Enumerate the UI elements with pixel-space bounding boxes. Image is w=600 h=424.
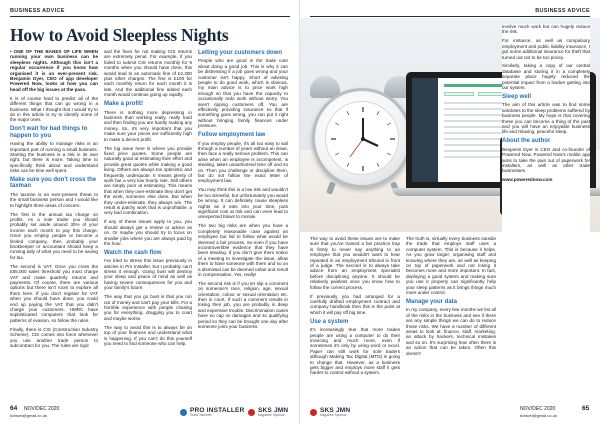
sponsor-tag: Magazine Sponsor — [258, 412, 285, 417]
sponsor-logo-icon — [248, 409, 255, 416]
article-column-2 — [104, 49, 192, 399]
issue-date: NOV/DEC 2020 — [520, 406, 556, 412]
body-paragraph: If any of these issues apply to you, you should always get a review or advice as on. Or maybe you should try to focus on smaller jobs where you are always paid by the hour. — [104, 219, 192, 246]
sponsor-brand — [310, 405, 350, 419]
app-header-bar — [444, 84, 504, 87]
body-paragraph: In my company, every few months we list all of the risks in the business and see if there are any simple things we can do to reduce those risks. We have a number of different areas to look at: finance, staff, marketing, an attack by hackers, technical mistakes and so on. It's surprising how often there is an action that can be taken. Often this doesn't — [406, 307, 496, 356]
article-column-5 — [406, 236, 496, 401]
page-footer — [310, 405, 600, 419]
body-paragraph: People who are good in the trade care about doing a good job. This is why it can be distressing if a job goes wrong and your customer isn't happy. Short of advising people to do good work, which is obvious, my main advice is to price work high enough so that you have the capacity to occasionally redo work without worry. You aren't ripping customers off. You are effectively providing insurance so that if something goes wrong, you can put it right without bringing family finances under pressure. — [198, 58, 288, 129]
section-label: BUSINESS ADVICE — [10, 8, 65, 14]
body-paragraph: For instance, as well as compulsory employment and public liability insurance, I got some additional insurance for theft that turned out not to be too pricey. — [502, 38, 590, 60]
section-rule — [310, 16, 590, 17]
body-paragraph: The way to avoid this is to always be on top of your finances and understand what is happening. If you can't do this yourself you need to find someone who can help. — [104, 324, 192, 346]
footer-email: bobwei@gmail.co.uk — [10, 413, 47, 418]
subheading: Don't wait for bad things to happen to you — [10, 126, 88, 139]
body-paragraph: The taxman is an ever-present threat to the small business person and I would like to highlight three areas of concern. — [10, 191, 98, 208]
body-paragraph: The truth is, virtually every business outside the trade that employs staff uses a computer system. This is because it helps. As you grow larger, organising staff and knowing where they are, as well as keeping on top of paperwork and not losing it becomes more and more important. In fact, deploying a good system and making sure you use it properly can significantly help your sleep patterns as it brings things much more under control. — [406, 236, 496, 296]
sponsor-name: SKS JMN — [320, 406, 351, 414]
page-footer — [10, 405, 300, 419]
brand-logo-icon — [180, 409, 187, 416]
subheading: Use a system — [310, 318, 349, 325]
article-headline: How to Avoid Sleepless Nights — [10, 25, 229, 45]
app-chip — [444, 92, 474, 96]
article-column-3 — [198, 49, 288, 399]
subheading: Letting your customers down — [198, 50, 283, 56]
body-paragraph: The two big risks are when you have a completely reasonable case against an employee but fail to follow what would be deemed a fair process. So even if you have incontrovertible evidence that they have been stealing. If you don't give them notice of a meeting to investigate the issue, allow them to have someone with them and so on a dismissal can be deemed unfair and result in compensation. Yes, really! — [198, 223, 288, 277]
alarm-clock-icon — [312, 88, 412, 188]
footer-brand — [180, 405, 244, 419]
clock-face — [325, 101, 399, 175]
article-column-1 — [10, 49, 98, 399]
body-paragraph: Similarly, taking a copy of our central database and storing it in a completely separate place hugely reduced the potential impact from a hacker getting into our system. — [502, 63, 590, 91]
body-paragraph: You may think this is a low risk and wouldn't be too stressful, but unfortunately you would be wrong. It can definitely cause sleepless nights as it eats into your time, puts significant cost at risk and can even lead to unexpected blows to morale. — [198, 187, 288, 220]
body-paragraph: I've tried to stress this issue previously in articles in Pro Installer, but I probably can't stress it enough. Going bust will destroy your sleep and peace of mind as well as having severe consequences for you and your family's future. — [104, 258, 192, 291]
body-paragraph: • ONE OF THE BANES OF LIFE WHEN running your own business can be sleepless nights. Although this isn't a regular occurrence if you know how organised it is an ever-present risk. Benjamin Dyer, CEO of app developer Powered Now, looks at how you can head off the big issues at the pass. — [10, 49, 98, 92]
subheading: Follow employment law — [198, 132, 266, 139]
body-paragraph: The aim of this article was to find some antidotes to the sleep problems suffered by business people. My hope is that covering these you can become a thing of the past and you will have an enjoyable business life and relaxing, peaceful sleep. — [502, 102, 590, 135]
page-number: 65 — [582, 405, 590, 412]
brand-tag: Glass Tabernet — [190, 412, 212, 417]
subheading: Make a profit! — [104, 101, 144, 108]
section-rule — [10, 16, 290, 17]
body-paragraph: Having the ability to manage risks is an important part of running a small business. Starting the business is a risk in its own right, but there is more. Taking time to specifically think about and understand risks can be time well spent. — [10, 141, 98, 174]
subheading: Make sure you don't cross the taxman — [10, 177, 97, 190]
body-paragraph: There is nothing more depressing in business than working really, really hard and then finding you are hardly making any money. So, it's very important that you make sure your prices are sufficiently high to make a decent profit. — [104, 109, 192, 142]
subheading: About the author — [502, 138, 551, 145]
right-page — [300, 0, 600, 424]
body-paragraph: involve much work but can hugely reduce the risk. — [502, 24, 590, 35]
issue-date: NOV/DEC 2020 — [24, 406, 60, 412]
body-paragraph: The first is the annual tax charge on profits. As a sole trader you should probably set aside around 30% of your income each month to pay this charge. Once you employ people or become a limited company, then probably your bookkeeper or accountant should keep a running tally of what you need to be saving for tax. — [10, 211, 98, 260]
footer-email: bobwei@gmail.co.uk — [520, 413, 557, 418]
sponsor-brand — [248, 405, 288, 419]
body-paragraph: Benjamin Dyer is CEO and co-founder of Powered Now. Powered Now's mobile app aims to take the pain out of paperwork for installers, as well as other trade businesses. — [502, 146, 590, 174]
subheading: Sleep well — [502, 93, 532, 100]
sponsor-name: SKS JMN — [258, 406, 289, 414]
subheading: Watch the cash flow — [104, 249, 162, 256]
body-paragraph: and the fines for not making CIS returns are extremely penal. For example, if you failed to submit CIS returns monthly for 6 months when you should have done, this would lead to an automatic fine of £2,300 plus other charges. The fine is £100 for each monthly return for each month it is late. And the additional fine added each month would continue going up rapidly. — [104, 49, 192, 98]
body-paragraph: The big issue here is where you provide fixed price quotes. Some people are naturally good at estimating their effort and provide great quotes while making a good living. Others are always too optimistic and frequently underquote. It means plenty of work but a very low hourly rate. Still others are simply poor at estimating. This means that when they over-estimate they don't get the work, someone else does. But when they under-estimate, they always win. The result is patchy work that is unprofitable, a very bad combination. — [104, 145, 192, 216]
body-paragraph: Finally, there is CIS (Construction Industry Scheme). CIS comes into force whenever you use another trade person to subcontract for you. The rules are rigid — [10, 326, 98, 348]
app-sidebar — [412, 78, 438, 182]
body-paragraph: It's increasingly true that more trades people are using a computer to do their invoicing and much more, even if sometimes it's only by using word or excel. Paper can still work for sole traders although Making Tax Digital (MTD) is going to change that. However, as a business gets bigger and employs more staff it gets harder to control without a system. — [310, 327, 400, 376]
body-paragraph: The way to avoid these issues are to make sure that you've trained a fair practice trap is firstly to never say anything to an employee that you wouldn't want to hear repeated in an employment tribunal in front of a judge. The second is to always take advice from an employment specialist before disciplining anyone. It should be relatively painless once you know how to follow the correct process. — [310, 236, 400, 290]
body-paragraph: The second risk is if you let slip a comment on someone's race, religion, age, sexual orientation, colour or sexual orientation etc. then in court. If such a comment results in losing their job, you are probably in deep and expensive trouble. Discrimination cases have no cap on damages and so qualifying period so they can be brought one day after someone joins your business. — [198, 280, 288, 330]
page-number: 64 — [10, 405, 18, 412]
sponsor-tag: Magazine Sponsor — [320, 412, 347, 417]
clock-dial-icon — [326, 102, 400, 176]
body-paragraph: The way that you go bust is that you run out of money and can't pay your bills. For a horrible experience with people chasing you for everything, dragging you to court and maybe worse. — [104, 294, 192, 321]
body-paragraph: If you employ people, it's all too easy to sail through a number of years without an issue, then face a really serious problem. This can arise when an employee is incompetent, is stealing, takes unauthorised time off and so on. Then you challenge or discipline them, but do not follow the exact letter of employment law. — [198, 140, 288, 184]
body-paragraph: If previously you had arranged for a carefully drafted employment contract and company handbook then this is the point at which it will pay off big time. — [310, 293, 400, 315]
sponsor-logo-icon — [310, 409, 317, 416]
section-label: BUSINESS ADVICE — [535, 8, 590, 14]
author-link[interactable]: www.powerednow.com — [502, 177, 553, 183]
body-paragraph: It is of course hard to predict all of the different things that can go wrong in a business. What I thought that I would try to do in this article is try to identify some of the major ones. — [10, 95, 98, 123]
subheading: Manage your data — [406, 298, 458, 305]
brand-name: PRO INSTALLER — [190, 406, 245, 414]
body-paragraph: The second is VAT. Once you cross the £85,000 sales threshold you must charge VAT and make quarterly returns and payments. Of course, there are various options but there isn't room to explore all them here. If you don't register for VAT when you should have done, you could end up paying the VAT that you didn't charge your customers. HMRC have sophisticated computers that look for patterns of evasion, so follow the rules. — [10, 263, 98, 323]
article-column-4 — [310, 236, 400, 401]
article-column-6 — [502, 24, 590, 401]
